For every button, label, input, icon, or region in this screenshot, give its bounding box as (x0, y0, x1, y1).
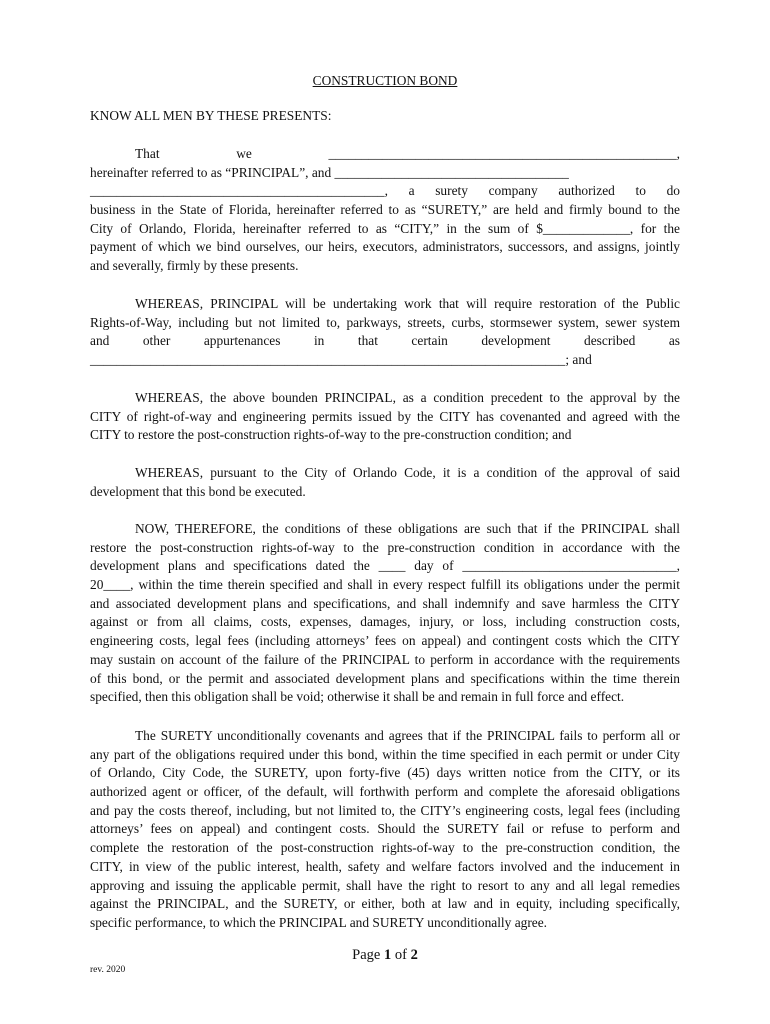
text-line: ____________________________________________, a surety company authorized to do (90, 183, 680, 199)
page-current: 1 (383, 947, 392, 963)
text-line: against or from all claims, costs, expenses, damages, injury, or loss, including construction costs, (90, 614, 680, 630)
revision-label: rev. 2020 (90, 965, 126, 975)
text-line: City of Orlando, Florida, hereinafter referred to as “CITY,” in the sum of $_____________, for the (90, 220, 680, 236)
of-word: of (394, 947, 407, 963)
page-total: 2 (410, 947, 418, 963)
text-line: CITY to restore the post-construction rights-of-way to the pre-construction condition; and (90, 427, 572, 443)
text-line: CITY, in view of the public interest, health, safety and welfare factors involved and the inducement in (90, 858, 680, 874)
text-line: specific performance, to which the PRINCIPAL and SURETY unconditionally agree. (90, 914, 548, 930)
text-line: payment of which we bind ourselves, our heirs, executors, administrators, successors, and assigns, jointly (90, 239, 680, 255)
text-line: 20____, within the time therein specified and shall in every respect fulfill its obligations under the permit (90, 577, 680, 593)
text-line: WHEREAS, PRINCIPAL will be undertaking work that will require restoration of the Public (135, 296, 680, 311)
text-line: approving and issuing the applicable permit, shall have the right to resort to any and all legal remedies (90, 877, 680, 893)
text-line: Rights-of-Way, including but not limited to, parkways, streets, curbs, stormsewer system, sewer system (90, 314, 680, 330)
text-line: WHEREAS, pursuant to the City of Orlando Code, it is a condition of the approval of said (135, 465, 680, 480)
text-line: against the PRINCIPAL, and the SURETY, or either, both at law and in equity, including specifically, (90, 896, 680, 912)
text-line: of Orlando, City Code, the SURETY, upon forty-five (45) days written notice from the CITY, or its (90, 765, 680, 781)
paragraph-whereas-restoration (90, 295, 680, 370)
text-line: hereinafter referred to as “PRINCIPAL”, and ___________________________________ (90, 164, 569, 180)
paragraph-parties (90, 145, 680, 276)
text-line: and pay the costs thereof, including, but not limited to, the CITY’s engineering costs, legal fees (including (90, 802, 680, 818)
page-word: Page (352, 947, 381, 963)
text-line: and other appurtenances in that certain development described as (90, 333, 680, 349)
text-line: of this bond, or the permit and associated development plans and specifications within the time therein (90, 670, 680, 686)
text-line: complete the restoration of the post-construction rights-of-way to the pre-construction condition, the (90, 840, 680, 856)
text-line: may sustain on account of the failure of the PRINCIPAL to perform in accordance with the requirements (90, 651, 680, 667)
document-title: CONSTRUCTION BOND (312, 73, 458, 88)
paragraph-surety-covenant (90, 727, 680, 933)
text-line: restore the post-construction rights-of-way to the pre-construction condition in accordance with the (90, 539, 680, 555)
text-line: development that this bond be executed. (90, 483, 306, 499)
text-line: specified, then this obligation shall be void; otherwise it shall be and remain in full force and effect. (90, 689, 625, 705)
text-line: business in the State of Florida, hereinafter referred to as “SURETY,” are held and firmly bound to the (90, 202, 680, 218)
text-line: _______________________________________________________________________; and (90, 352, 592, 368)
text-line: any part of the obligations required under this bond, within the time specified in each permit or under City (90, 746, 680, 762)
text-line: WHEREAS, the above bounden PRINCIPAL, as a condition precedent to the approval by the (135, 390, 680, 405)
text-line: and associated development plans and specifications, and shall indemnify and save harmless the CITY (90, 595, 680, 611)
text-line: CITY of right-of-way and engineering permits issued by the CITY has covenanted and agreed with the (90, 408, 680, 424)
intro-heading: KNOW ALL MEN BY THESE PRESENTS: (90, 108, 332, 123)
paragraph-whereas-code (90, 464, 680, 501)
page-number (0, 947, 770, 964)
paragraph-now-therefore (90, 520, 680, 707)
text-line: That we ____________________________________________________, (135, 146, 680, 161)
paragraph-whereas-condition (90, 389, 680, 445)
text-line: The SURETY unconditionally covenants and agrees that if the PRINCIPAL fails to perform all or (135, 728, 680, 743)
text-line: development plans and specifications dated the ____ day of ________________________________, (90, 558, 680, 574)
text-line: authorized agent or officer, of the default, will forthwith perform and complete the aforesaid obligations (90, 784, 680, 800)
text-line: and severally, firmly by these presents. (90, 258, 299, 274)
text-line: attorneys’ fees on appeal) and contingent costs. Should the SURETY fail or refuse to perform and (90, 821, 680, 837)
text-line: engineering costs, legal fees (including attorneys’ fees on appeal) and contingent costs which the CITY (90, 633, 680, 649)
text-line: NOW, THEREFORE, the conditions of these obligations are such that if the PRINCIPAL shall (135, 521, 680, 536)
